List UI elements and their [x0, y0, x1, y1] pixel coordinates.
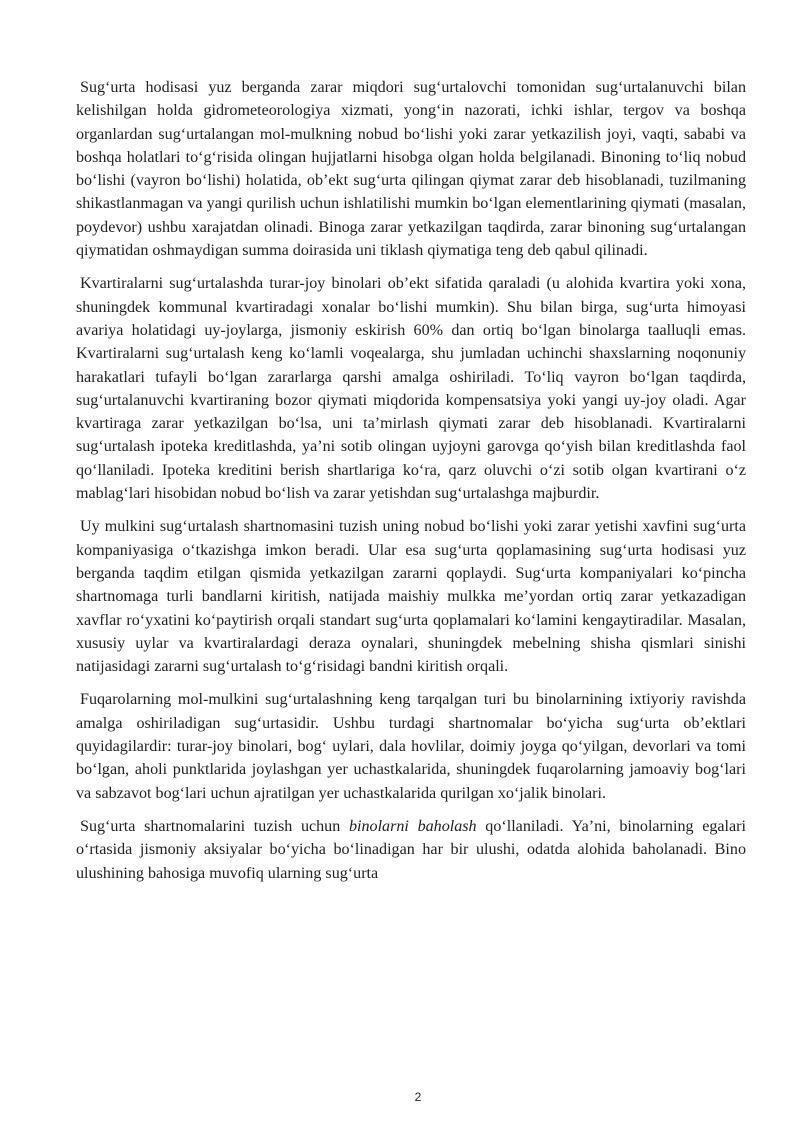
paragraph-2: Kvartiralarni sug‘urtalashda turar-joy binolari ob’ekt sifatida qaraladi (u alohida kvartira yoki xona, shuningdek kommunal kvartiradagi xonalar bo‘lishi mumkin). Shu bilan birga, sug‘urta himoyasi avariya holatidagi uy-joylarga, jismoniy eskirish 60% dan ortiq bo‘lgan binolarga taalluqli emas. Kvartiralarni sug‘urtalash keng ko‘lamli voqealarga, shu jumladan uchinchi shaxslarning noqonuniy harakatlari tufayli bo‘lgan zararlarga qarshi amalga oshiriladi. To‘liq vayron bo‘lgan taqdirda, sug‘urtalanuvchi kvartiraning bozor qiymati miqdorida kompensatsiya yoki yangi uy-joy oladi. Agar kvartiraga zarar yetkazilgan bo‘lsa, uni ta’mirlash qiymati zarar deb hisoblanadi. Kvartiralarni sug‘urtalash ipoteka kreditlashda, ya’ni sotib olingan uyjoyni garovga qo‘yish bilan kreditlashda faol qo‘llaniladi. Ipoteka kreditini berish shartlariga ko‘ra, qarz oluvchi o‘zi sotib olgan kvartirani o‘z mablag‘lari hisobidan nobud bo‘lish va zarar yetishdan sug‘urtalashga majburdir.	[76, 275, 746, 503]
paragraph-1: Sug‘urta hodisasi yuz berganda zarar miqdori sug‘urtalovchi tomonidan sug‘urtalanuvchi bilan kelishilgan holda gidrometeorologiya xizmati, yong‘in nazorati, ichki ishlar, tergov va boshqa organlardan sug‘urtalangan mol-mulkning nobud bo‘lishi yoki zarar yetkazilish joyi, vaqti, sababi va boshqa holatlari to‘g‘risida olingan hujjatlarni hisobga olgan holda belgilanadi. Binoning to‘liq nobud bo‘lishi (vayron bo‘lishi) holatida, ob’ekt sug‘urta qilingan qiymat zarar deb hisoblanadi, tuzilmaning shikastlanmagan va yangi qurilish uchun ishlatilishi mumkin bo‘lgan elementlarining qiymati (masalan, poydevor) ushbu xarajatdan olinadi. Binoga zarar yetkazilgan taqdirda, zarar binoning sug‘urtalangan qiymatidan oshmaydigan summa doirasida uni tiklash qiymatiga teng deb qabul qilinadi.	[76, 79, 746, 260]
paragraph-4: Fuqarolarning mol-mulkini sug‘urtalashning keng tarqalgan turi bu binolarnining ixtiyoriy ravishda amalga oshiriladigan sug‘urtasidir. Ushbu turdagi shartnomalar bo‘yicha sug‘urta ob’ektlari quyidagilardir: turar-joy binolari, bog‘ uylari, dala hovlilar, doimiy joyga qo‘yilgan, devorlari va tomi bo‘lgan, aholi punktlarida joylashgan yer uchastkalarida, shuningdek fuqarolarning jamoaviy bog‘lari va sabzavot bog‘lari uchun ajratilgan yer uchastkalarida qurilgan xo‘jalik binolari.	[76, 691, 746, 802]
document-page	[76, 76, 746, 895]
paragraph-5-text-start: Sug‘urta shartnomalarini tuzish uchun	[80, 817, 349, 835]
paragraph-5-text-end: qo‘llaniladi. Ya’ni, binolarning egalari o‘rtasida jismoniy aksiyalar bo‘yicha bo‘linadigan har bir ulushi, odatda alohida baholanadi. Bino ulushining bahosiga muvofiq ularning sug‘urta	[76, 817, 747, 882]
paragraph-5-italic-term: binolarni baholash	[348, 817, 477, 835]
page-number: 2	[414, 1090, 422, 1104]
paragraph-5	[76, 815, 746, 885]
paragraph-3: Uy mulkini sug‘urtalash shartnomasini tuzish uning nobud bo‘lishi yoki zarar yetishi xavfini sug‘urta kompaniyasiga o‘tkazishga imkon beradi. Ular esa sug‘urta qoplamasining sug‘urta hodisasi yuz berganda taqdim etilgan qismida yetkazilgan zararni qoplaydi. Sug‘urta kompaniyalari ko‘pincha shartnomaga turli bandlarni kiritish, natijada maishiy mulkka me’yordan ortiq zarar yetkazadigan xavflar ro‘yxatini ko‘paytirish orqali standart sug‘urta qoplamalari ko‘lamini kengaytiradilar. Masalan, xususiy uylar va kvartiralardagi deraza oynalari, shuningdek mebelning shisha qismlari sinishi natijasidagi zararni sug‘urtalash to‘g‘risidagi bandni kiritish orqali.	[76, 518, 746, 676]
